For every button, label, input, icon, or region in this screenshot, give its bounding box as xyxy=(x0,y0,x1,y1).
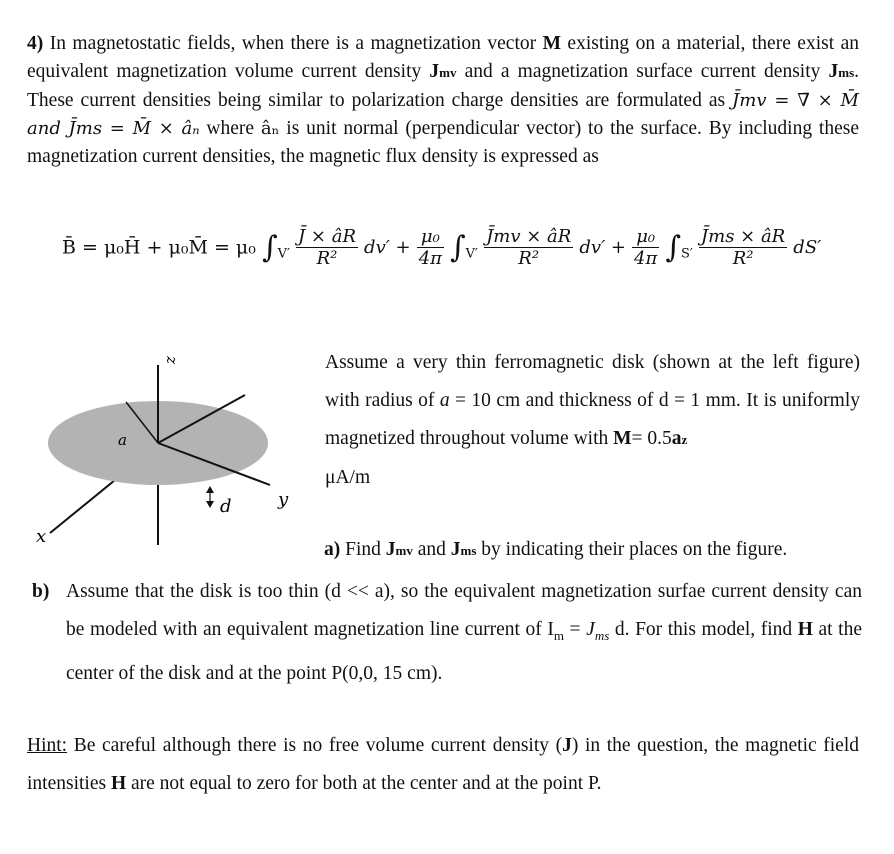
disk-figure xyxy=(30,345,320,550)
part-b: b) Assume that the disk is too thin (d << a), so the equivalent magnetization surfae current density can be modeled with an equivalent magnetization line current of $I_m = J_{ms}$ d. For this model, find H at the center of the disk and at the point P(0,0, 15 cm). xyxy=(32,581,863,684)
problem-number: 4) xyxy=(27,33,44,54)
inline-formula: J̄mv = ∇̄ × M̄ and J̄ms = M̄ × âₙ xyxy=(27,90,859,139)
flux-density-equation: B̄ = μ₀H̄ + μ₀M̄ = μ₀ $\int_{V'}$ $\frac{J̄ \times âR}{\text{R²}}$ dv′ + $\frac{\text{μ₀}}{4\pi}$ $\int_{V'}$ $\frac{J̄mv \times âR}{\text{R²}}$ dv′ + $\frac{\text{μ₀}}{4\pi}$ $\int_{S'}$ $\frac{J̄ms \times âR}{\text{R²}}$ dS′ xyxy=(62,226,822,269)
radius-label: a xyxy=(118,431,127,449)
thickness-label: d xyxy=(220,496,232,517)
x-axis-label: x xyxy=(36,526,47,547)
problem-statement: 4) In magnetostatic fields, when there is a magnetization vector M existing on a material, there exist an equivalent magnetization volume current density Jmv and a magnetization surface current density Jms. These current densities being similar to polarization charge densities are formulated as J̄mv = ∇̄ × M̄ and J̄ms = M̄ × âₙ where âₙ is unit normal (perpendicular vector) to the surface. By including these magnetization current densities, the magnetic flux density is expressed as xyxy=(27,33,860,167)
part-a: a) Find Jmv and Jms by indicating their places on the figure. xyxy=(324,539,788,560)
term3-fraction: $\frac{J̄ms \times âR}{\text{R²}}$ xyxy=(700,226,786,269)
assumption-text: Assume a very thin ferromagnetic disk (shown at the left figure) with radius of a = 10 cm and thickness of d = 1 mm. It is uniformly magnetized throughout volume with M= 0.5az μA/m xyxy=(325,352,860,488)
hint: Hint: Be careful although there is no free volume current density (J) in the question, the magnetic field intensities H are not equal to zero for both at the center and at the point P. xyxy=(27,735,859,794)
z-axis-label: z xyxy=(161,356,179,364)
term2-fraction: $\frac{J̄mv \times âR}{\text{R²}}$ xyxy=(486,226,572,269)
term1-fraction: $\frac{J̄ \times âR}{\text{R²}}$ xyxy=(297,226,356,269)
hint-label: Hint: xyxy=(27,735,68,756)
y-axis-label: y xyxy=(278,489,289,510)
